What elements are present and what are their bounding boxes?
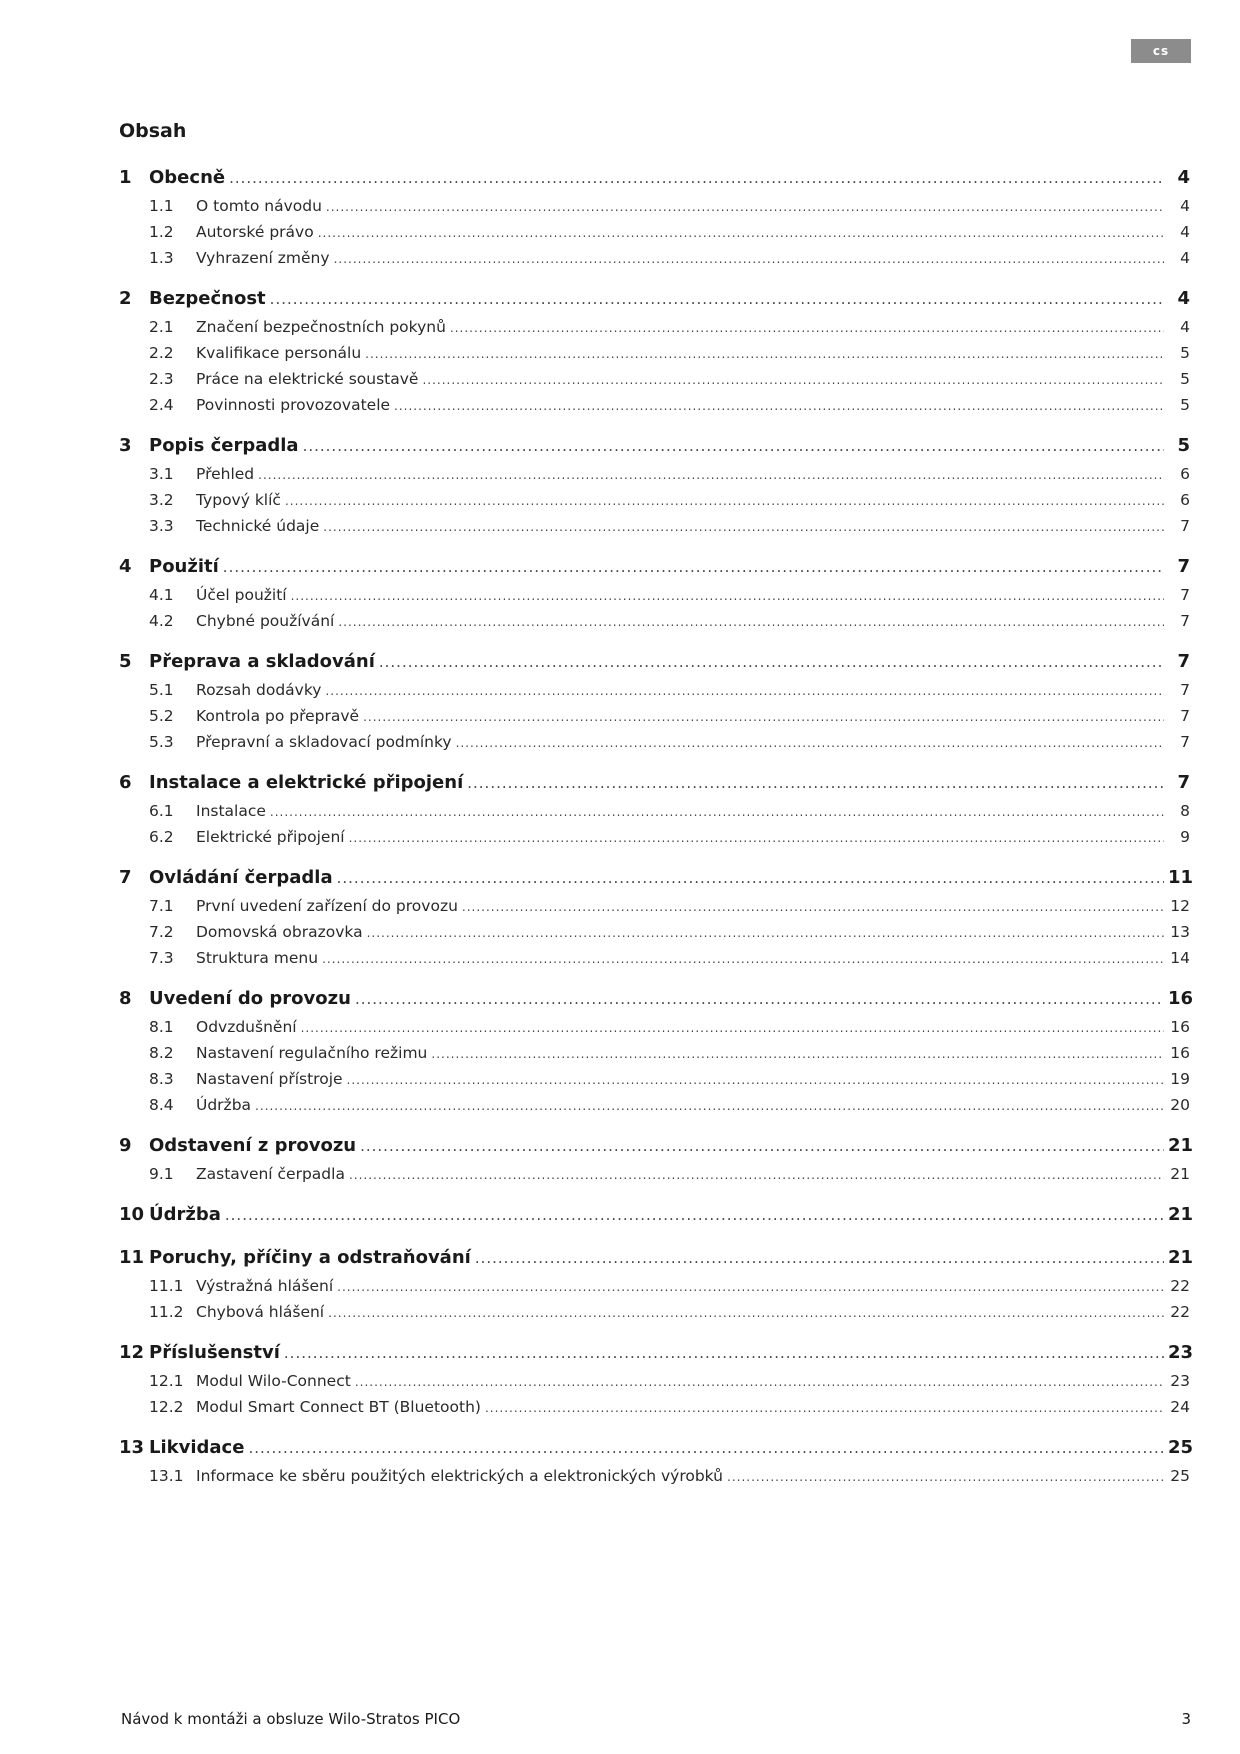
toc-entry-title: Zastavení čerpadla [196, 1165, 345, 1183]
toc-entry-title: Autorské právo [196, 223, 314, 241]
toc-entry-num: 5.1 [149, 681, 174, 699]
toc-entry-num: 2.1 [149, 318, 174, 336]
toc-subchapter-entry[interactable] [119, 1040, 1190, 1066]
toc-subchapter-entry[interactable] [119, 245, 1190, 271]
toc-entry-title: Modul Wilo-Connect [196, 1372, 351, 1390]
dot-leader [223, 552, 1164, 582]
toc-entry-page: 7 [1180, 707, 1190, 725]
toc-entry-num: 3.2 [149, 491, 174, 509]
toc-section [119, 1338, 1194, 1420]
toc-entry-title: Údržba [196, 1096, 252, 1114]
toc-entry-title: Kvalifikace personálu [196, 344, 362, 362]
toc-entry-title: Chybová hlášení [196, 1303, 325, 1321]
toc-subchapter-entry[interactable] [119, 366, 1190, 392]
toc-chapter-entry[interactable] [119, 1200, 1194, 1230]
toc-entry-num: 9.1 [149, 1165, 174, 1183]
toc-chapter-entry[interactable] [119, 1338, 1194, 1368]
toc-entry-title: Nastavení regulačního režimu [196, 1044, 428, 1062]
toc-entry-num: 7.1 [149, 897, 174, 915]
toc-entry-num: 11 [119, 1247, 145, 1268]
toc-subchapter-entry[interactable] [119, 340, 1190, 366]
toc-entry-page: 7 [1180, 681, 1190, 699]
toc-entry-page: 7 [1177, 556, 1190, 577]
toc-entry-num: 6.1 [149, 802, 174, 820]
toc-subchapter-entry[interactable] [119, 608, 1190, 634]
toc-entry-page: 4 [1180, 318, 1190, 336]
toc-entry-title: Přeprava a skladování [149, 651, 375, 672]
toc-section [119, 552, 1190, 634]
toc-subchapter-entry[interactable] [119, 1066, 1190, 1092]
toc-entry-page: 7 [1180, 612, 1190, 630]
toc-entry-page: 21 [1168, 1204, 1194, 1225]
toc-entry-title: Příslušenství [149, 1342, 280, 1363]
toc-subchapter-entry[interactable] [119, 461, 1190, 487]
toc-entry-page: 14 [1170, 949, 1190, 967]
toc-entry-num: 6 [119, 772, 132, 793]
toc-entry-num: 12 [119, 1342, 145, 1363]
toc-entry-page: 16 [1168, 988, 1194, 1009]
dot-leader [258, 462, 1164, 488]
footer-page-number: 3 [1181, 1710, 1191, 1728]
toc-entry-num: 11.1 [149, 1277, 184, 1295]
toc-subchapter-entry[interactable] [119, 487, 1190, 513]
toc-chapter-entry[interactable] [119, 768, 1190, 798]
toc-entry-title: První uvedení zařízení do provozu [196, 897, 458, 915]
toc-subchapter-entry[interactable] [119, 1463, 1190, 1489]
dot-leader [365, 341, 1164, 367]
toc-subchapter-entry[interactable] [119, 1299, 1190, 1325]
toc-entry-num: 1.3 [149, 249, 174, 267]
toc-subchapter-entry[interactable] [119, 1092, 1190, 1118]
toc-subchapter-entry[interactable] [119, 824, 1190, 850]
toc-entry-page: 21 [1170, 1165, 1190, 1183]
toc-entry-title: Přehled [196, 465, 255, 483]
toc-section [119, 163, 1190, 271]
toc-subchapter-entry[interactable] [119, 919, 1190, 945]
toc-subchapter-entry[interactable] [119, 513, 1190, 539]
toc-entry-num: 8 [119, 988, 132, 1009]
footer-manual-title: Návod k montáži a obsluze Wilo-Stratos PICO [121, 1710, 461, 1728]
toc-entry-page: 12 [1170, 897, 1190, 915]
dot-leader [394, 393, 1164, 419]
dot-leader [363, 704, 1164, 730]
toc-entry-title: Rozsah dodávky [196, 681, 322, 699]
toc-section [119, 984, 1194, 1118]
dot-leader [337, 1274, 1164, 1300]
toc-entry-page: 23 [1170, 1372, 1190, 1390]
toc-entry-num: 5.3 [149, 733, 174, 751]
toc-entry-title: Domovská obrazovka [196, 923, 363, 941]
toc-entry-title: Práce na elektrické soustavě [196, 370, 419, 388]
toc-entry-title: Značení bezpečnostních pokynů [196, 318, 446, 336]
toc-heading: Obsah [119, 120, 187, 142]
toc-entry-page: 4 [1180, 223, 1190, 241]
dot-leader [355, 1369, 1164, 1395]
toc-section [119, 431, 1190, 539]
toc-entry-title: Chybné používání [196, 612, 335, 630]
toc-entry-page: 16 [1170, 1018, 1190, 1036]
toc-entry-page: 21 [1168, 1247, 1194, 1268]
dot-leader [270, 284, 1164, 314]
toc-entry-num: 2.2 [149, 344, 174, 362]
toc-subchapter-entry[interactable] [119, 314, 1190, 340]
toc-entry-num: 7.3 [149, 949, 174, 967]
dot-leader [338, 609, 1164, 635]
toc-entry-page: 25 [1170, 1467, 1190, 1485]
toc-subchapter-entry[interactable] [119, 219, 1190, 245]
toc-entry-title: Poruchy, příčiny a odstraňování [149, 1247, 471, 1268]
toc-subchapter-entry[interactable] [119, 193, 1190, 219]
toc-subchapter-entry[interactable] [119, 1161, 1190, 1187]
toc-entry-title: Popis čerpadla [149, 435, 299, 456]
toc-entry-page: 4 [1180, 197, 1190, 215]
toc-entry-title: Použití [149, 556, 219, 577]
toc-entry-num: 1.2 [149, 223, 174, 241]
dot-leader [431, 1041, 1164, 1067]
toc-entry-title: Technické údaje [196, 517, 320, 535]
dot-leader [328, 1300, 1164, 1326]
toc-entry-page: 11 [1168, 867, 1194, 888]
toc-chapter-entry[interactable] [119, 1433, 1194, 1463]
dot-leader [285, 488, 1164, 514]
toc-entry-page: 7 [1180, 733, 1190, 751]
dot-leader [270, 799, 1164, 825]
toc-entry-num: 13.1 [149, 1467, 184, 1485]
toc-subchapter-entry[interactable] [119, 582, 1190, 608]
dot-leader [318, 220, 1164, 246]
toc-entry-num: 6.2 [149, 828, 174, 846]
dot-leader [229, 163, 1164, 193]
dot-leader [367, 920, 1164, 946]
toc-entry-page: 19 [1170, 1070, 1190, 1088]
toc-entry-num: 5 [119, 651, 132, 672]
toc-entry-page: 4 [1180, 249, 1190, 267]
toc-entry-num: 2.3 [149, 370, 174, 388]
toc-entry-title: Výstražná hlášení [196, 1277, 334, 1295]
language-badge: cs [1131, 39, 1191, 63]
toc-entry-page: 22 [1170, 1277, 1190, 1295]
toc-entry-title: Bezpečnost [149, 288, 266, 309]
dot-leader [360, 1131, 1164, 1161]
toc-entry-num: 2.4 [149, 396, 174, 414]
toc-entry-num: 3 [119, 435, 132, 456]
toc-entry-title: Obecně [149, 167, 226, 188]
toc-entry-page: 21 [1168, 1135, 1194, 1156]
toc-subchapter-entry[interactable] [119, 1273, 1190, 1299]
dot-leader [323, 514, 1164, 540]
toc-entry-page: 20 [1170, 1096, 1190, 1114]
toc-subchapter-entry[interactable] [119, 1368, 1190, 1394]
dot-leader [291, 583, 1164, 609]
toc-entry-title: Struktura menu [196, 949, 319, 967]
toc-entry-title: Účel použití [196, 586, 287, 604]
toc-section [119, 1433, 1194, 1489]
toc-section [119, 284, 1190, 418]
toc-entry-num: 4.1 [149, 586, 174, 604]
toc-subchapter-entry[interactable] [119, 798, 1190, 824]
toc-chapter-entry[interactable] [119, 1243, 1194, 1273]
toc-entry-page: 5 [1177, 435, 1190, 456]
toc-entry-num: 4.2 [149, 612, 174, 630]
toc-chapter-entry[interactable] [119, 1131, 1194, 1161]
toc-entry-page: 24 [1170, 1398, 1190, 1416]
toc-entry-num: 3.3 [149, 517, 174, 535]
toc-entry-title: Odstavení z provozu [149, 1135, 357, 1156]
toc-entry-page: 7 [1180, 517, 1190, 535]
toc-entry-num: 11.2 [149, 1303, 184, 1321]
toc-entry-title: Modul Smart Connect BT (Bluetooth) [196, 1398, 481, 1416]
toc-entry-page: 22 [1170, 1303, 1190, 1321]
toc-entry-page: 5 [1180, 344, 1190, 362]
table-of-contents [119, 163, 1194, 1502]
toc-entry-title: O tomto návodu [196, 197, 322, 215]
toc-entry-page: 8 [1180, 802, 1190, 820]
toc-entry-num: 1.1 [149, 197, 174, 215]
toc-entry-page: 6 [1180, 465, 1190, 483]
toc-entry-title: Informace ke sběru použitých elektrických a elektronických výrobků [196, 1467, 724, 1485]
dot-leader [727, 1464, 1164, 1490]
toc-entry-page: 7 [1177, 651, 1190, 672]
toc-section [119, 1243, 1194, 1325]
toc-entry-title: Instalace [196, 802, 266, 820]
toc-entry-page: 6 [1180, 491, 1190, 509]
toc-entry-num: 3.1 [149, 465, 174, 483]
toc-entry-page: 9 [1180, 828, 1190, 846]
toc-subchapter-entry[interactable] [119, 1014, 1190, 1040]
dot-leader [255, 1093, 1164, 1119]
toc-entry-title: Likvidace [149, 1437, 245, 1458]
toc-entry-num: 9 [119, 1135, 132, 1156]
toc-entry-page: 25 [1168, 1437, 1194, 1458]
toc-entry-title: Nastavení přístroje [196, 1070, 343, 1088]
toc-entry-num: 13 [119, 1437, 145, 1458]
dot-leader [303, 431, 1164, 461]
dot-leader [467, 768, 1164, 798]
dot-leader [334, 246, 1164, 272]
toc-entry-num: 12.2 [149, 1398, 184, 1416]
toc-entry-num: 7 [119, 867, 132, 888]
toc-entry-num: 8.3 [149, 1070, 174, 1088]
dot-leader [355, 984, 1164, 1014]
toc-entry-page: 4 [1177, 167, 1190, 188]
toc-entry-page: 5 [1180, 396, 1190, 414]
dot-leader [475, 1243, 1164, 1273]
toc-subchapter-entry[interactable] [119, 729, 1190, 755]
toc-entry-num: 1 [119, 167, 132, 188]
toc-section [119, 1200, 1194, 1230]
toc-section [119, 863, 1194, 971]
toc-entry-title: Uvedení do provozu [149, 988, 351, 1009]
toc-subchapter-entry[interactable] [119, 1394, 1190, 1420]
toc-entry-title: Údržba [149, 1204, 221, 1225]
toc-entry-num: 7.2 [149, 923, 174, 941]
toc-entry-title: Vyhrazení změny [196, 249, 330, 267]
toc-subchapter-entry[interactable] [119, 945, 1190, 971]
toc-entry-num: 4 [119, 556, 132, 577]
toc-entry-page: 4 [1177, 288, 1190, 309]
toc-subchapter-entry[interactable] [119, 703, 1190, 729]
toc-section [119, 768, 1190, 850]
toc-entry-num: 8.2 [149, 1044, 174, 1062]
dot-leader [347, 1067, 1164, 1093]
toc-entry-num: 5.2 [149, 707, 174, 725]
toc-subchapter-entry[interactable] [119, 893, 1190, 919]
toc-section [119, 647, 1190, 755]
toc-entry-title: Odvzdušnění [196, 1018, 297, 1036]
toc-entry-page: 7 [1177, 772, 1190, 793]
toc-chapter-entry[interactable] [119, 431, 1190, 461]
toc-chapter-entry[interactable] [119, 284, 1190, 314]
toc-entry-num: 2 [119, 288, 132, 309]
dot-leader [450, 315, 1164, 341]
dot-leader [349, 1162, 1164, 1188]
dot-leader [462, 894, 1164, 920]
toc-entry-num: 12.1 [149, 1372, 184, 1390]
dot-leader [349, 825, 1164, 851]
toc-chapter-entry[interactable] [119, 552, 1190, 582]
dot-leader [322, 946, 1164, 972]
dot-leader [248, 1433, 1164, 1463]
dot-leader [284, 1338, 1164, 1368]
toc-entry-page: 16 [1170, 1044, 1190, 1062]
dot-leader [326, 194, 1164, 220]
toc-entry-title: Kontrola po přepravě [196, 707, 360, 725]
toc-subchapter-entry[interactable] [119, 677, 1190, 703]
toc-entry-title: Přepravní a skladovací podmínky [196, 733, 452, 751]
toc-entry-page: 13 [1170, 923, 1190, 941]
toc-entry-title: Ovládání čerpadla [149, 867, 333, 888]
toc-subchapter-entry[interactable] [119, 392, 1190, 418]
toc-chapter-entry[interactable] [119, 984, 1194, 1014]
toc-entry-page: 5 [1180, 370, 1190, 388]
toc-section [119, 1131, 1194, 1187]
dot-leader [337, 863, 1164, 893]
toc-chapter-entry[interactable] [119, 163, 1190, 193]
dot-leader [379, 647, 1164, 677]
toc-entry-num: 10 [119, 1204, 145, 1225]
dot-leader [325, 678, 1164, 704]
toc-entry-title: Povinnosti provozovatele [196, 396, 391, 414]
dot-leader [485, 1395, 1164, 1421]
toc-entry-title: Elektrické připojení [196, 828, 345, 846]
toc-entry-page: 23 [1168, 1342, 1194, 1363]
toc-entry-title: Instalace a elektrické připojení [149, 772, 464, 793]
toc-entry-title: Typový klíč [196, 491, 281, 509]
dot-leader [301, 1015, 1164, 1041]
toc-entry-num: 8.1 [149, 1018, 174, 1036]
dot-leader [422, 367, 1164, 393]
toc-chapter-entry[interactable] [119, 647, 1190, 677]
toc-chapter-entry[interactable] [119, 863, 1194, 893]
toc-entry-num: 8.4 [149, 1096, 174, 1114]
dot-leader [225, 1200, 1164, 1230]
dot-leader [456, 730, 1164, 756]
toc-entry-page: 7 [1180, 586, 1190, 604]
